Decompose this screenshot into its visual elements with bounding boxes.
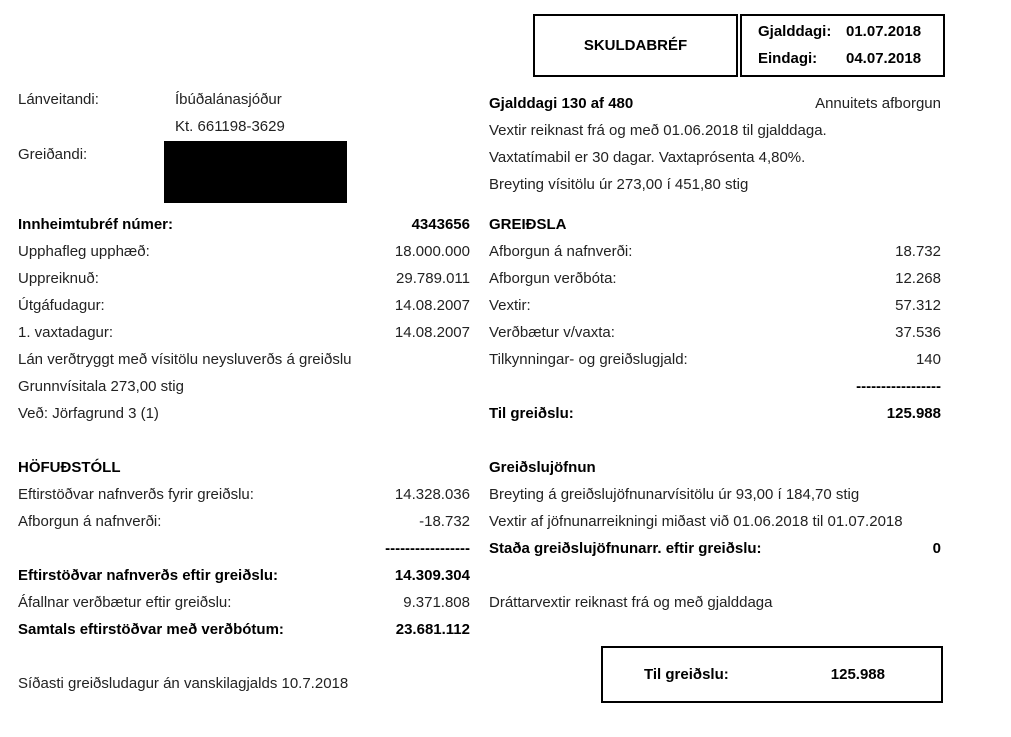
principal-paid-label: Afborgun á nafnverði: <box>18 513 162 530</box>
principal-total-value: 23.681.112 <box>395 621 470 638</box>
payment-row-value: 57.312 <box>895 297 941 314</box>
payer-redaction <box>164 141 347 203</box>
loan-number-label: Innheimtubréf númer: <box>18 216 174 233</box>
base-index-note: Grunnvísitala 273,00 stig <box>18 378 184 395</box>
indexation-note: Lán verðtryggt með vísitölu neysluverðs á greiðslu <box>18 351 352 368</box>
collateral-note: Veð: Jörfagrund 3 (1) <box>18 405 159 422</box>
principal-after-value: 14.309.304 <box>394 567 470 584</box>
payment-heading: GREIÐSLA <box>489 216 567 233</box>
interest-rate-line: Vaxtatímabil er 30 dagar. Vaxtaprósenta 4,80%. <box>489 149 806 166</box>
payment-row-label: Afborgun á nafnverði: <box>489 243 633 260</box>
installment-number: Gjalddagi 130 af 480 <box>489 95 634 112</box>
payment-row-value: 140 <box>915 351 941 368</box>
lender-name: Íbúðalánasjóður <box>175 91 282 108</box>
amount-due-label: Til greiðslu: <box>644 666 729 683</box>
loan-row-label: Útgáfudagur: <box>18 297 105 314</box>
late-interest-note: Dráttarvextir reiknast frá og með gjalddaga <box>489 594 773 611</box>
interest-period-line: Vextir reiknast frá og með 01.06.2018 til gjalddaga. <box>489 122 827 139</box>
repayment-type: Annuitets afborgun <box>815 95 941 112</box>
payment-row-label: Vextir: <box>489 297 531 314</box>
principal-before-value: 14.328.036 <box>394 486 470 503</box>
lender-id: Kt. 661198-3629 <box>175 118 285 135</box>
payment-row-value: 37.536 <box>895 324 941 341</box>
payer-label: Greiðandi: <box>18 146 88 163</box>
equalization-index-line: Breyting á greiðslujöfnunarvísitölu úr 93,00 í 184,70 stig <box>489 486 860 503</box>
principal-heading: HÖFUÐSTÓLL <box>18 459 121 476</box>
document-title: SKULDABRÉF <box>583 37 688 54</box>
principal-paid-value: -18.732 <box>419 513 470 530</box>
payment-row-label: Afborgun verðbóta: <box>489 270 617 287</box>
lender-label: Lánveitandi: <box>18 91 99 108</box>
principal-before-label: Eftirstöðvar nafnverðs fyrir greiðslu: <box>18 486 254 503</box>
accrued-indexation-value: 9.371.808 <box>403 594 470 611</box>
principal-total-label: Samtals eftirstöðvar með verðbótum: <box>18 621 284 638</box>
payment-row-label: Verðbætur v/vaxta: <box>489 324 615 341</box>
due-date-label: Gjalddagi: <box>758 23 832 40</box>
final-date-label: Eindagi: <box>758 50 818 67</box>
loan-number-value: 4343656 <box>411 216 470 233</box>
payment-row-label: Tilkynningar- og greiðslugjald: <box>489 351 688 368</box>
payment-total-label: Til greiðslu: <box>489 405 574 422</box>
equalization-status-label: Staða greiðslujöfnunarr. eftir greiðslu: <box>489 540 762 557</box>
due-date-value: 01.07.2018 <box>846 23 922 40</box>
loan-row-value: 14.08.2007 <box>394 324 470 341</box>
principal-divider: ----------------- <box>385 540 470 557</box>
amount-due-value: 125.988 <box>830 666 885 683</box>
accrued-indexation-label: Áfallnar verðbætur eftir greiðslu: <box>18 594 232 611</box>
equalization-status-value: 0 <box>932 540 941 557</box>
payment-row-value: 18.732 <box>895 243 941 260</box>
last-payment-day-note: Síðasti greiðsludagur án vanskilagjalds 10.7.2018 <box>18 675 349 692</box>
index-change-line: Breyting vísitölu úr 273,00 í 451,80 stig <box>489 176 749 193</box>
loan-row-label: 1. vaxtadagur: <box>18 324 114 341</box>
equalization-interest-line: Vextir af jöfnunarreikningi miðast við 01.06.2018 til 01.07.2018 <box>489 513 903 530</box>
final-date-value: 04.07.2018 <box>846 50 922 67</box>
loan-row-value: 18.000.000 <box>394 243 470 260</box>
loan-row-label: Upphafleg upphæð: <box>18 243 150 260</box>
payment-total-value: 125.988 <box>886 405 941 422</box>
payment-row-value: 12.268 <box>895 270 941 287</box>
payment-divider: ----------------- <box>856 378 941 395</box>
loan-row-value: 29.789.011 <box>396 270 470 287</box>
loan-row-value: 14.08.2007 <box>394 297 470 314</box>
equalization-heading: Greiðslujöfnun <box>489 459 596 476</box>
loan-row-label: Uppreiknuð: <box>18 270 99 287</box>
principal-after-label: Eftirstöðvar nafnverðs eftir greiðslu: <box>18 567 279 584</box>
